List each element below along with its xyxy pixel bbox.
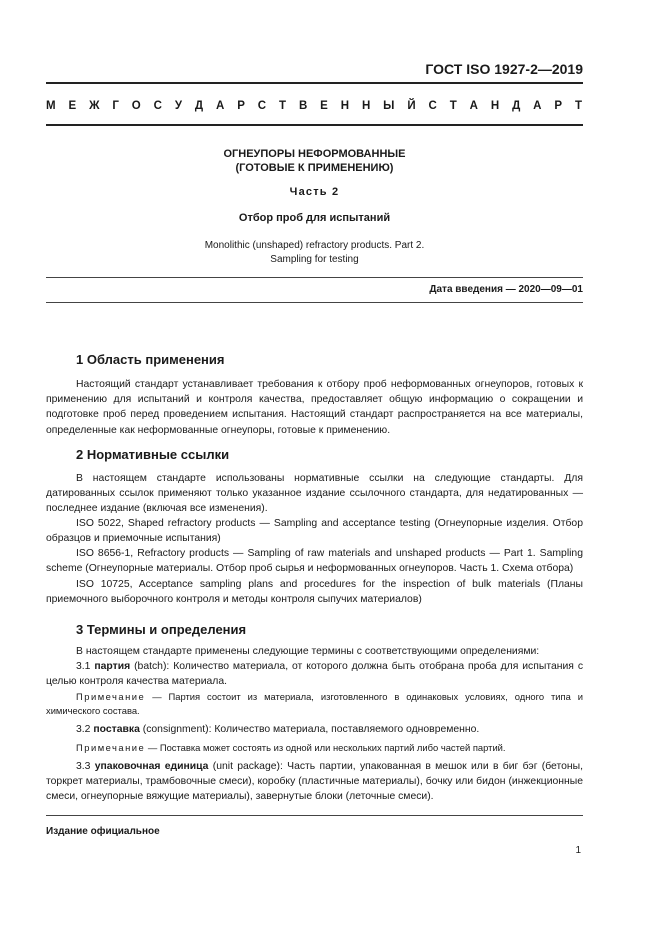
section-3-heading: 3 Термины и определения [76, 622, 247, 637]
date-divider-bottom [46, 302, 583, 303]
note-batch [46, 690, 583, 718]
note-batch-label: Примечание [76, 691, 146, 702]
english-title [46, 239, 583, 267]
header-divider [46, 82, 583, 84]
reference-iso-5022: ISO 5022, Shaped refractory products — Sampling and acceptance testing (Огнеупорные изделия. Отбор образцов и приемочные испытания) [46, 518, 583, 545]
title-divider [46, 124, 583, 126]
section-1-heading: 1 Область применения [76, 352, 225, 367]
term-batch-definition: (batch): Количество материала, от которого должна быть отобрана проба для испытания с целью контроля качества материала. [46, 661, 584, 688]
footer-divider [46, 815, 583, 816]
page-number: 1 [575, 845, 581, 856]
section-3-intro: В настоящем стандарте применены следующие термины с соответствующими определениями: [76, 646, 540, 657]
term-batch [46, 659, 583, 689]
term-consignment-name: поставка [93, 724, 140, 735]
note-consignment-label: Примечание [76, 742, 146, 753]
official-edition-label: Издание официальное [46, 826, 160, 837]
section-2-heading: 2 Нормативные ссылки [76, 447, 230, 462]
standard-code: ГОСТ ISO 1927-2—2019 [425, 61, 583, 77]
english-title-line-1: Monolithic (unshaped) refractory products. Part 2. [204, 240, 425, 251]
title-line-1: ОГНЕУПОРЫ НЕФОРМОВАННЫЕ [223, 148, 406, 160]
note-consignment [46, 741, 583, 755]
term-unit-package-name: упаковочная единица [94, 761, 209, 772]
document-subtitle: Отбор проб для испытаний [238, 212, 391, 224]
interstate-standard-label: М Е Ж Г О С У Д А Р С Т В Е Н Н Ы Й С Т А Н Д А Р Т [46, 100, 583, 112]
term-unit-package-definition: (unit package): Часть партии, упакованная в мешок или в биг бэг (бетоны, торкрет материалы, трамбовочные смеси), коробку (пластичные материалы), бочку или бидон (инжекционные смеси, огнеупорные вяжущие материалы), завернутые блоки (леточные смеси). [46, 761, 584, 803]
term-unit-package-number: 3.3 [76, 761, 91, 772]
document-title [46, 147, 583, 175]
term-consignment-number: 3.2 [76, 724, 91, 735]
term-batch-number: 3.1 [76, 661, 91, 672]
term-batch-name: партия [94, 661, 131, 672]
part-label: Часть 2 [289, 186, 340, 198]
note-batch-text: — Партия состоит из материала, изготовленного в одинаковых условиях, одного типа и химического состава. [46, 691, 583, 716]
term-consignment-definition: (consignment): Количество материала, поставляемого одновременно. [142, 724, 480, 735]
date-divider-top [46, 277, 583, 278]
term-consignment [46, 722, 583, 737]
english-title-line-2: Sampling for testing [270, 254, 359, 265]
reference-iso-8656-1: ISO 8656-1, Refractory products — Sampling of raw materials and unshaped products — Part 1. Sampling scheme (Огнеупорные материалы. Отбор проб сырья и неформованных огнеупоров. Часть 1. Схема отбора) [46, 548, 583, 575]
section-1-text: Настоящий стандарт устанавливает требования к отбору проб неформованных огнеупоров, готовых к применению для испытаний и контроля качества, предоставляет общую информацию о сокращении и подготовке проб перед проведением испытания. Настоящий стандарт распространяется на все материалы, определенные как неформованные огнеупоры, готовые к применению. [46, 379, 583, 436]
intro-date: Дата введения — 2020—09—01 [429, 284, 583, 295]
reference-iso-10725: ISO 10725, Acceptance sampling plans and procedures for the inspection of bulk materials (Планы приемочного выборочного контроля и методы контроля сыпучих материалов) [46, 579, 583, 606]
term-unit-package [46, 759, 583, 805]
title-line-2: (ГОТОВЫЕ К ПРИМЕНЕНИЮ) [235, 162, 394, 174]
note-consignment-text: — Поставка может состоять из одной или нескольких партий либо частей партий. [147, 742, 506, 753]
section-2-intro: В настоящем стандарте использованы нормативные ссылки на следующие стандарты. Для датированных ссылок применяют только указанное издание ссылочного стандарта, для недатированных — последнее издание (включая все изменения). [46, 473, 583, 515]
